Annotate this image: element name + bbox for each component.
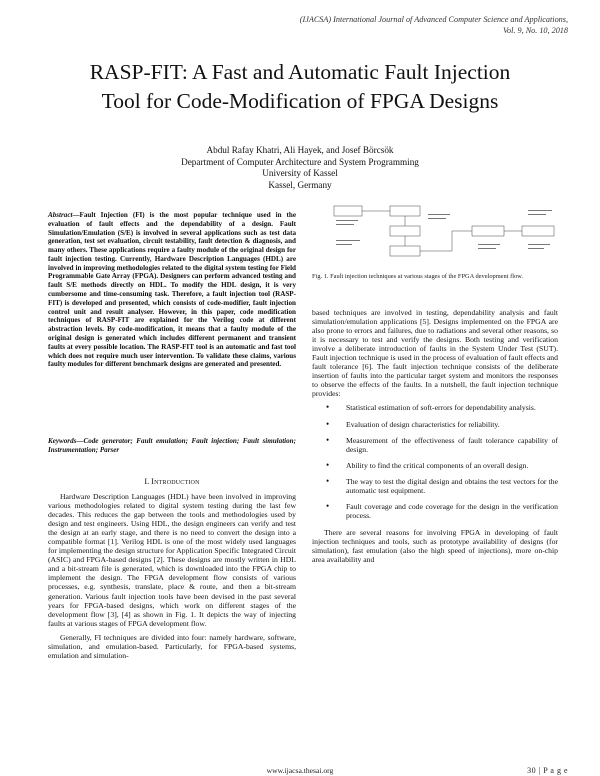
title-line-1: RASP-FIT: A Fast and Automatic Fault Injection [89,60,511,84]
fig-text-11 [528,210,552,211]
fi-benefits-list [312,403,558,519]
figure-caption: Fig. 1. Fault injection techniques at various stages of the FPGA development flow. [312,273,523,280]
list-item: • Ability to find the critical components of an overall design. [312,461,558,470]
fig-text-7 [478,244,500,245]
fig-box-fpga [522,226,554,236]
author-city: Kassel, Germany [268,179,332,190]
section-title: Introduction [151,477,200,486]
fig-text-9 [528,244,550,245]
footer-url: www.ijacsa.thesai.org [266,766,334,775]
fig-box-bitstream [472,226,504,236]
footer-page-number: 30 | P a g e [527,766,568,775]
list-item: • The way to test the digital design and obtains the test vectors for the automatic test equipment. [312,477,558,495]
fig-text-3 [336,240,360,241]
keywords-label: Keywords [48,437,77,445]
list-item: • Evaluation of design characteristics for reliability. [312,420,558,429]
right-column-body [312,308,558,569]
left-column-body [48,492,296,665]
fault-injection-figure [332,204,578,266]
keywords-text: —Code generator; Fault emulation; Fault injection; Fault simulation; Instrumentation; Parser [48,437,296,454]
author-block [0,145,600,191]
list-item: • Fault coverage and code coverage for the design in the verification process. [312,502,558,520]
right-paragraph-1: based techniques are involved in testing, dependability analysis and fault simulation/emulation applications [5]. Designs implemented on the FPGA are also prone to errors and failures, due to radiations and several other reasons, so it is necessary to test and verify the designs. Both testing and verification involve a deliberate introduction of faults in the System Under Test (SUT). Fault injection technique is used in the process of evaluation of fault effects and fault tolerance [6]. The fault injection technique consists of the deliberate insertion of faults into the particular target system and monitors the responses to observe the effects of the faults. In a nutshell, the fault injection technique provides: [312,308,558,399]
fig-text-6 [428,218,446,219]
fig-box-translate [390,226,420,236]
fig-text-1 [336,220,358,221]
paper-title [30,58,570,116]
abstract-text: —Fault Injection (FI) is the most popular technique used in the evaluation of fault effects and the dependability of a design. Fault Simulation/Emulation (S/E) is involved in several applications such as test data generation, test set evaluation, circuit testability, fault detection & diagnosis, and many others. These applications require a faulty module of the original design for fault injection testing. Currently, Hardware Description Languages (HDL) are involved in improving methodologies related to the digital system testing for Field Programmable Gate Array (FPGA). Designers can perform advanced testing and fault S/E methods directly on HDL. To modify the HDL design, it is very cumbersome and time-consuming task. Therefore, a fault injection tool (RASP-FIT) is developed and presented, which consists of code-modifier, fault injection control unit and result analyser. However, in this paper, code modification techniques of RASP-FIT are explained for the Verilog code at different abstraction levels. By code-modification, it means that a faulty module of the original design is generated which includes different permanent and transient faults at every possible location. The RASP-FIT tool is an automatic and fast tool which does not require much user intervention. To validate these claims, various faulty modules for different benchmark designs are generated and presented. [48,211,296,369]
author-dept: Department of Computer Architecture and System Programming [181,156,419,167]
fig-text-4 [336,244,352,245]
journal-name: (IJACSA) International Journal of Advanced Computer Science and Applications, [299,15,568,24]
section-heading [48,477,296,486]
author-names: Abdul Rafay Khatri, Ali Hayek, and Josef Börcsök [206,145,394,155]
fig-text-2 [336,224,354,225]
fig-box-hdl [334,206,362,216]
intro-paragraph-2: Generally, FI techniques are divided into four: namely hardware, software, simulation, and emulation-based. Particularly, for FPGA-based systems, emulation and simulation- [48,632,296,660]
section-number: I. [144,477,150,486]
list-item: • Statistical estimation of soft-errors for dependability analysis. [312,403,558,412]
fig-text-5 [428,214,450,215]
right-paragraph-2: There are several reasons for involving FPGA in developing of fault injection techniques and tools, such as prototype availability of designs (for simulation), fast emulation (also the high speed of injections), more on-chip area availability and [312,527,558,565]
abstract-label: Abstract [48,211,73,219]
fig-text-10 [528,248,544,249]
journal-volume: Vol. 9, No. 10, 2018 [502,26,568,35]
abstract [48,211,296,369]
title-line-2: Tool for Code-Modification of FPGA Designs [101,89,499,113]
keywords [48,437,296,455]
intro-paragraph-1: Hardware Description Languages (HDL) have been involved in improving various methodologies related to digital system testing during the last few decades. This reduces the gap between the tools and methodologies used by design and test engineers. Using HDL, the design engineers can verify and test the design at an early stage, and there is no need to convert the design into a compatible format [1]. Verilog HDL is one of the most widely used languages for implementing the design structure for Application Specific Integrated Circuit (ASIC) and FPGA-based designs [2]. These designs are mostly written in HDL and a bit-stream file is generated, which is downloaded into the FPGA chip to implement the design. The FPGA development flow consists of various processes, e.g. synthesis, translate, place & route, and then a bit-stream generation. Various fault injection tools have been devised in the past several years for FPGA-based designs, which work on different stages of the development flow [3], [4] as shown in Fig. 1. It depicts the way of injecting faults at various stages of FPGA development flow. [48,492,296,628]
fig-text-12 [528,214,546,215]
list-item: • Measurement of the effectiveness of fault tolerance capability of design. [312,436,558,454]
author-univ: University of Kassel [262,168,338,179]
fig-box-synth [390,206,420,216]
fig-text-8 [478,248,496,249]
fig-box-par [390,246,420,256]
running-header [300,14,568,36]
